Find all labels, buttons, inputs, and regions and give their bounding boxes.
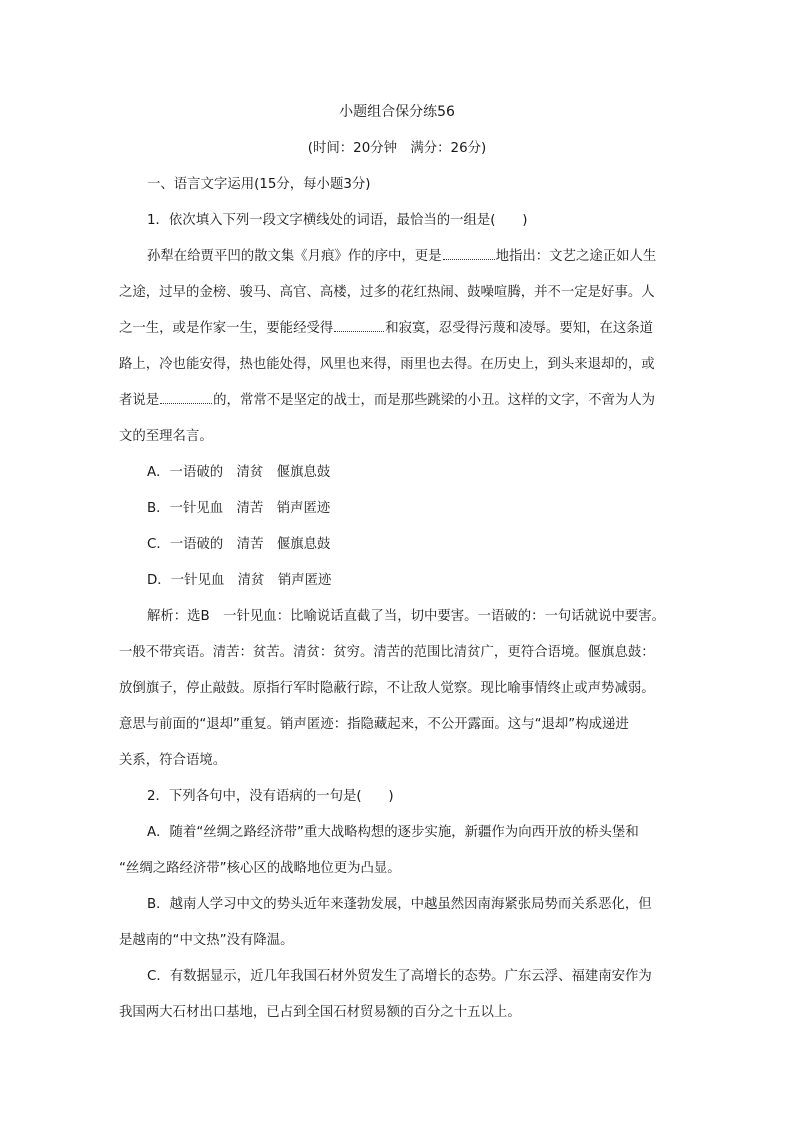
q2-option-a-line2: “丝绸之路经济带”核心区的战略地位更为凸显。 bbox=[119, 861, 401, 876]
passage-text: 的，常常不是坚定的战士，而是那些跳梁的小丑。这样的文字，不啻为人为 bbox=[213, 393, 656, 408]
question-1-passage-line bbox=[119, 389, 655, 408]
passage-text: 孙犁在给贾平凹的散文集《月痕》作的序中，更是 bbox=[147, 249, 442, 264]
passage-text: 者说是 bbox=[119, 393, 160, 408]
question-1-passage-line: 之途，过早的金榜、骏马、高官、高楼，过多的花红热闹、鼓噪喧腾，并不一定是好事。人 bbox=[119, 285, 655, 300]
analysis-line: 放倒旗子，停止敲鼓。原指行军时隐蔽行踪，不让敌人觉察。现比喻事情终止或声势减弱。 bbox=[119, 681, 655, 696]
fill-blank-1 bbox=[443, 245, 495, 260]
q2-option-b-line2: 是越南的“中文热”没有降温。 bbox=[119, 933, 294, 948]
option-d: D．一针见血 清贫 销声匿迹 bbox=[147, 573, 332, 588]
q2-option-b-line1: B．越南人学习中文的势头近年来蓬勃发展，中越虽然因南海紧张局势而关系恶化，但 bbox=[147, 897, 652, 912]
passage-text: 和寂寞，忍受得污蔑和凌辱。要知，在这条道 bbox=[385, 321, 654, 336]
option-b: B．一针见血 清苦 销声匿迹 bbox=[147, 501, 331, 516]
q2-option-a-line1: A．随着“丝绸之路经济带”重大战略构想的逐步实施，新疆作为向西开放的桥头堡和 bbox=[147, 825, 639, 840]
question-2-stem: 2．下列各句中，没有语病的一句是( ) bbox=[147, 789, 394, 804]
option-c: C．一语破的 清苦 偃旗息鼓 bbox=[147, 537, 331, 552]
section-heading: 一、语言文字运用(15分，每小题3分) bbox=[147, 177, 371, 192]
fill-blank-2 bbox=[334, 317, 384, 332]
page-subtitle: (时间：20分钟 满分：26分) bbox=[307, 141, 487, 156]
q2-option-c-line1: C．有数据显示，近几年我国石材外贸发生了高增长的态势。广东云浮、福建南安作为 bbox=[147, 969, 652, 984]
analysis-line: 一般不带宾语。清苦：贫苦。清贫：贫穷。清苦的范围比清贫广，更符合语境。偃旗息鼓： bbox=[119, 645, 655, 660]
analysis-line: 解析：选B 一针见血：比喻说话直截了当，切中要害。一语破的：一句话就说中要害。 bbox=[147, 609, 666, 624]
fill-blank-3 bbox=[160, 389, 212, 404]
question-1-passage-line bbox=[119, 317, 653, 336]
option-a: A．一语破的 清贫 偃旗息鼓 bbox=[147, 465, 331, 480]
passage-text: 之一生，或是作家一生，要能经受得 bbox=[119, 321, 334, 336]
question-1-stem: 1．依次填入下列一段文字横线处的词语，最恰当的一组是( ) bbox=[147, 213, 528, 228]
passage-text: 地指出：文艺之途正如人生 bbox=[495, 249, 657, 264]
question-1-passage-line: 路上，冷也能安得，热也能处得，风里也来得，雨里也去得。在历史上，到头来退却的，或 bbox=[119, 357, 655, 372]
analysis-line: 关系，符合语境。 bbox=[119, 753, 227, 768]
analysis-line: 意思与前面的“退却”重复。销声匿迹：指隐藏起来，不公开露面。这与“退却”构成递进 bbox=[119, 717, 629, 732]
question-1-passage-line bbox=[147, 245, 656, 264]
page-title: 小题组合保分练56 bbox=[339, 104, 455, 120]
question-1-passage-line: 文的至理名言。 bbox=[119, 429, 213, 444]
q2-option-c-line2: 我国两大石材出口基地，已占到全国石材贸易额的百分之十五以上。 bbox=[119, 1005, 521, 1020]
